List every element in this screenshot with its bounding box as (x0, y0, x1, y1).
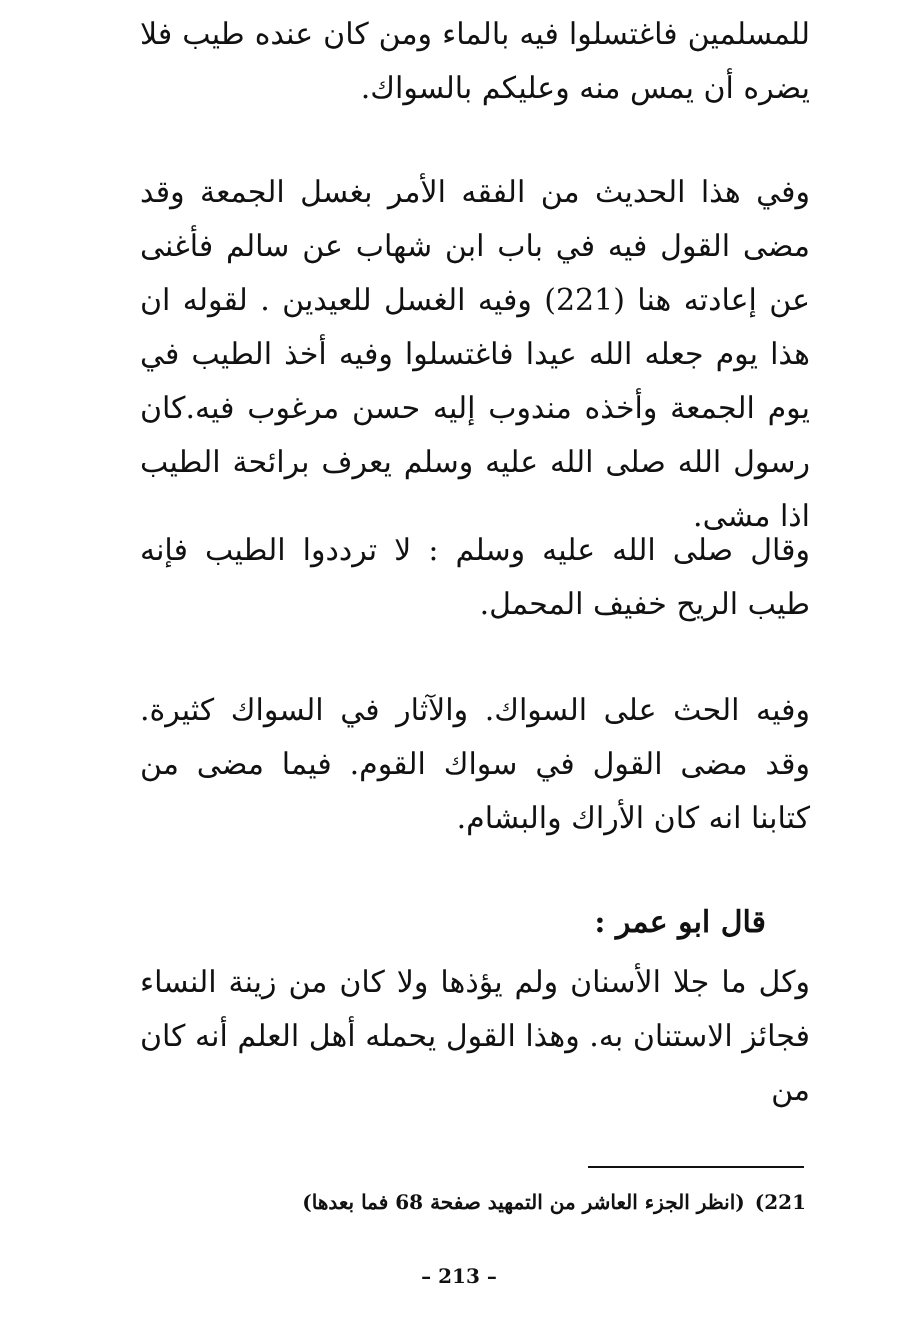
section-heading: قال ابو عمر : (594, 905, 766, 940)
footnote-number: 221) (754, 1190, 806, 1214)
paragraph-1: للمسلمين فاغتسلوا فيه بالماء ومن كان عنده طيب فلا يضره أن يمس منه وعليكم بالسواك. (140, 17, 810, 106)
paragraph-5: وكل ما جلا الأسنان ولم يؤذها ولا كان من زينة النساء فجائز الاستنان به. وهذا القول يحمله أهل العلم أنه كان من (140, 965, 810, 1108)
footnote (302, 1186, 806, 1218)
footnote-text: (انظر الجزء العاشر من التمهيد صفحة 68 فما بعدها) (302, 1190, 745, 1214)
paragraph-4: وفيه الحث على السواك. والآثار في السواك كثيرة. وقد مضى القول في سواك القوم. فيما مضى من كتابنا انه كان الأراك والبشام. (140, 693, 810, 836)
paragraph-3: وقال صلى الله عليه وسلم : لا ترددوا الطيب فإنه طيب الريح خفيف المحمل. (140, 533, 810, 622)
footnote-divider (588, 1166, 804, 1168)
page-number: – 213 – (421, 1264, 497, 1288)
paragraph-2: وفي هذا الحديث من الفقه الأمر بغسل الجمعة وقد مضى القول فيه في باب ابن شهاب عن سالم فأغنى عن إعادته هنا (221) وفيه الغسل للعيدين . لقوله ان هذا يوم جعله الله عيدا فاغتسلوا وفيه أخذ الطيب في يوم الجمعة وأخذه مندوب إليه حسن مرغوب فيه.كان رسول الله صلى الله عليه وسلم يعرف برائحة الطيب اذا مشى. (140, 175, 811, 534)
